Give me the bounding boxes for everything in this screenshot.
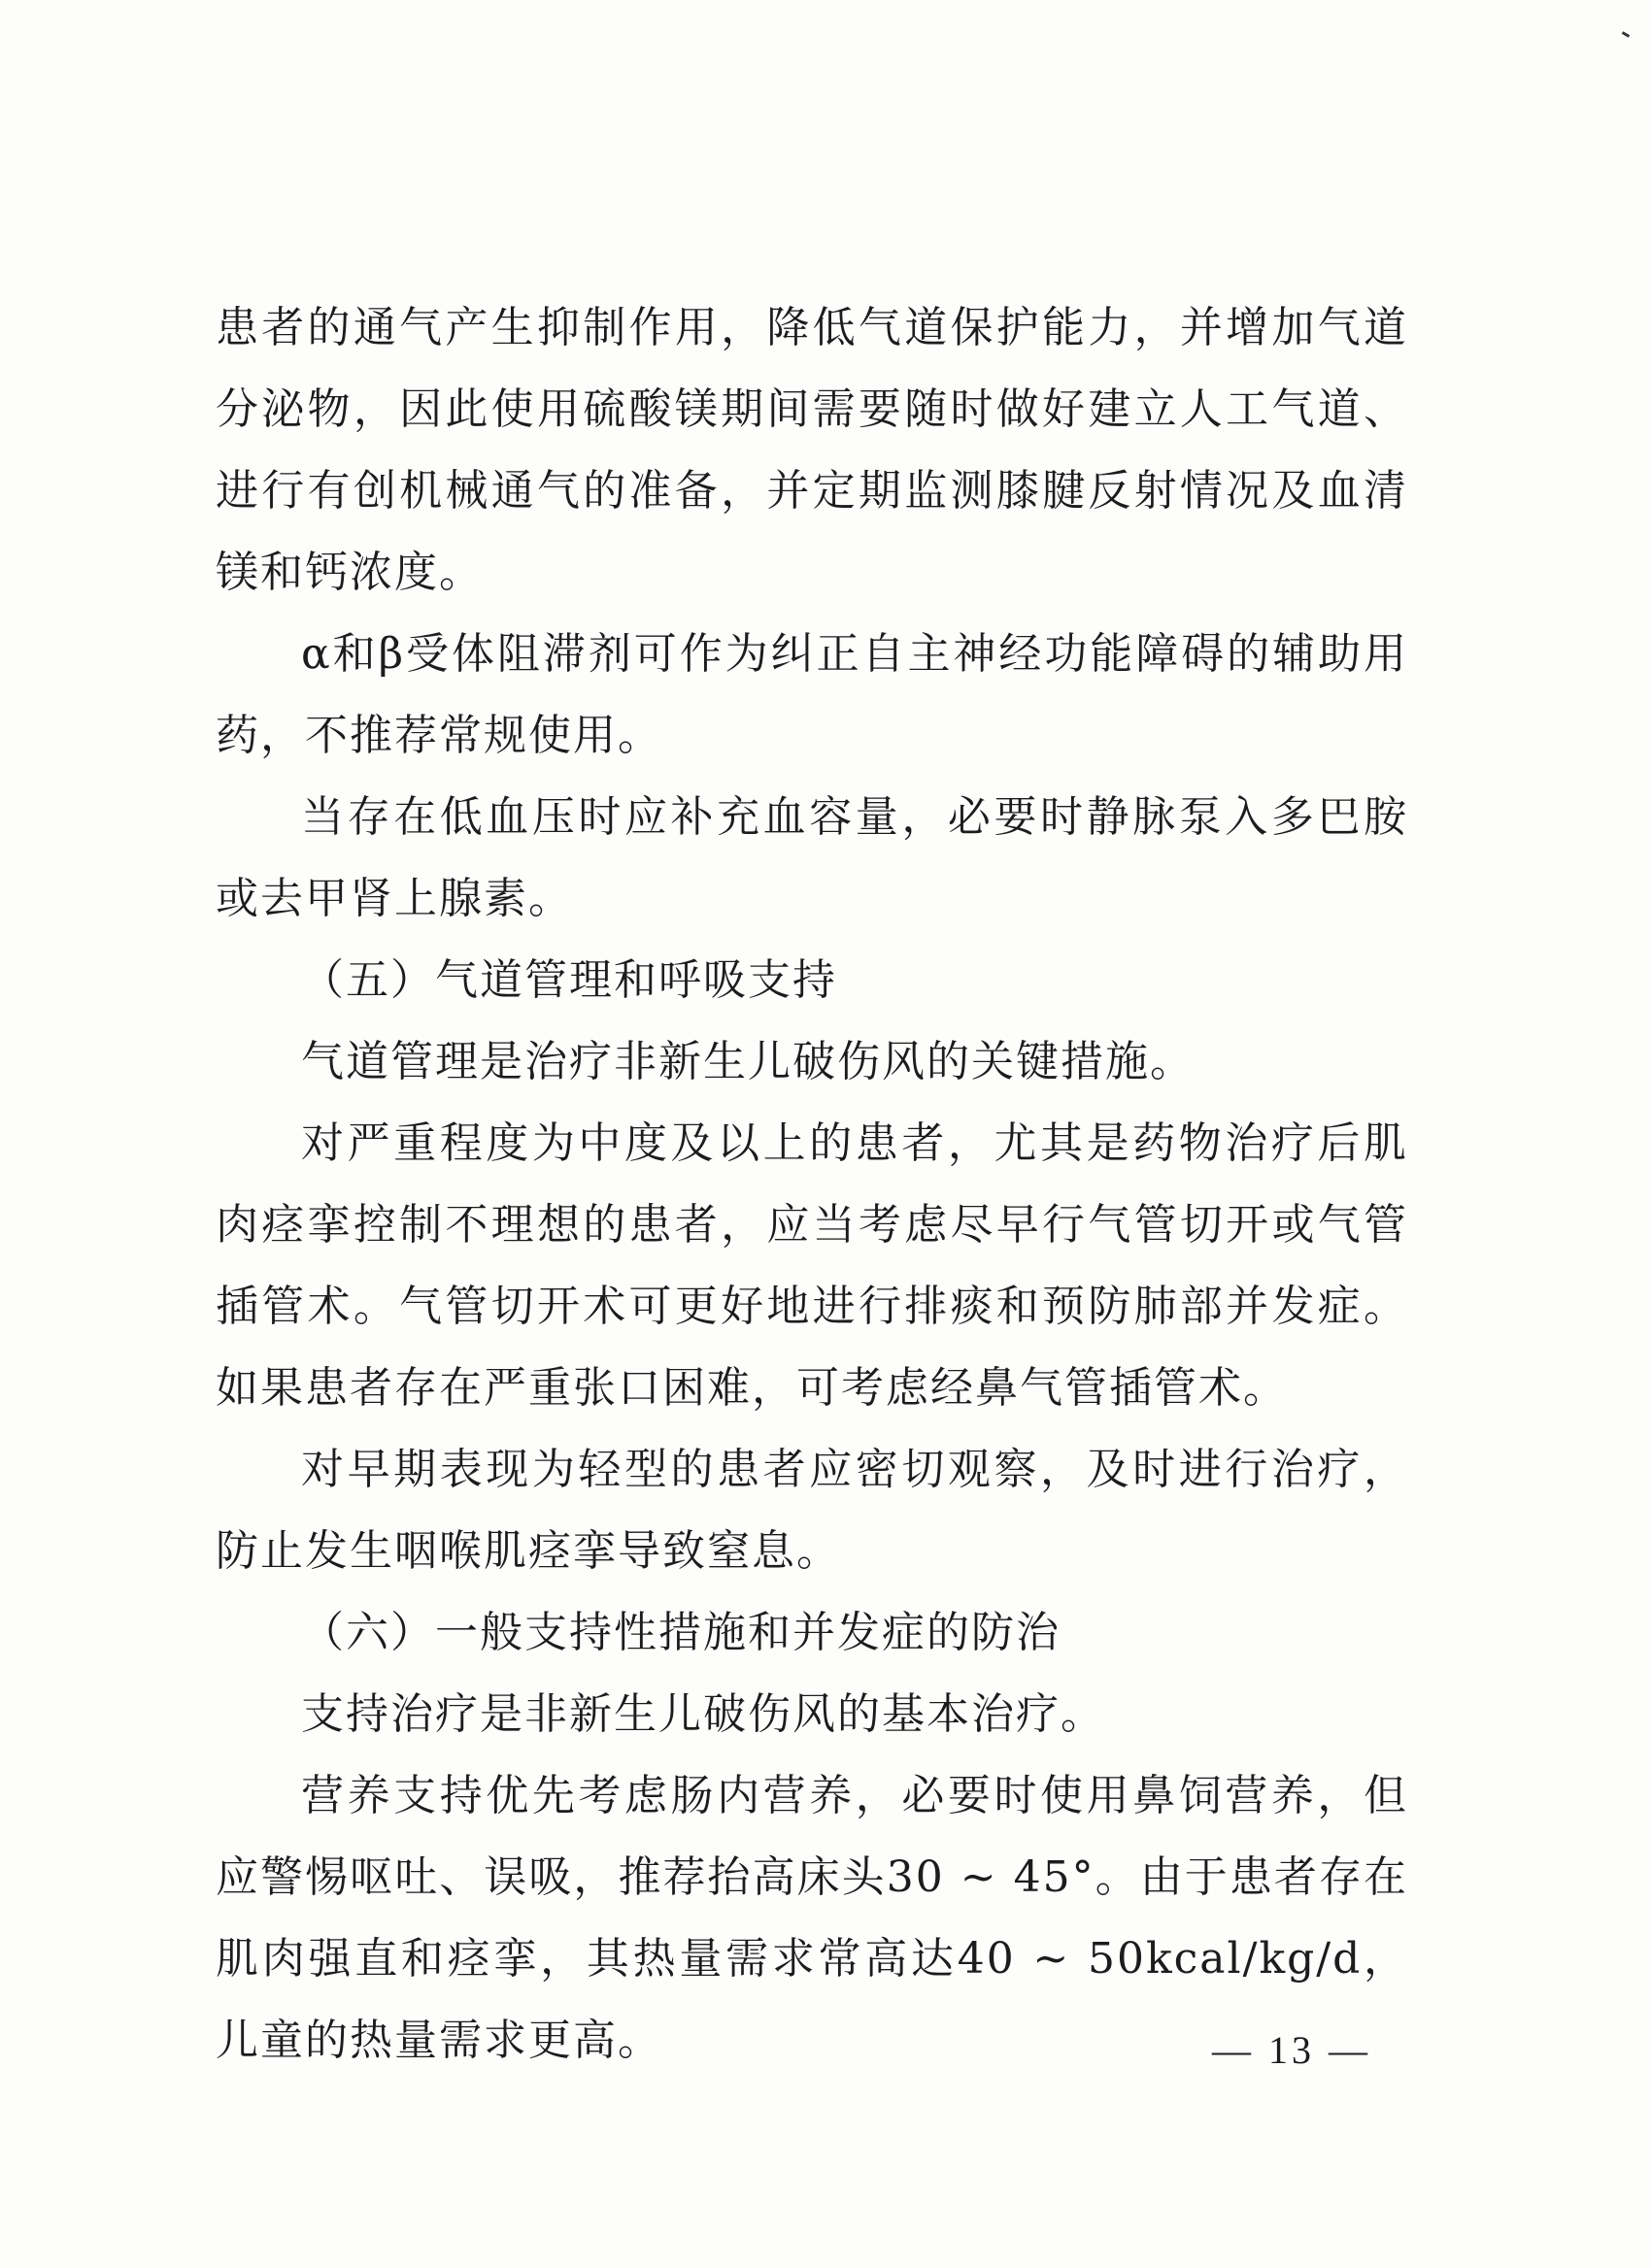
paragraph: 支持治疗是非新生儿破伤风的基本治疗。 [301,1689,1105,1739]
section-heading: （五）气道管理和呼吸支持 [301,955,837,1005]
paragraph: 气道管理是治疗非新生儿破伤风的关键措施。 [301,1037,1195,1086]
paragraph: α和β受体阻滞剂可作为纠正自主神经功能障碍的辅助用药，不推荐常规使用。 [216,629,1408,760]
scan-mark [1622,31,1630,38]
paragraph-continuation: 患者的通气产生抑制作用，降低气道保护能力，并增加气道分泌物，因此使用硫酸镁期间需要随时做好建立人工气道、进行有创机械通气的准备，并定期监测膝腱反射情况及血清镁和钙浓度。 [216,303,1408,597]
paragraph: 对严重程度为中度及以上的患者，尤其是药物治疗后肌肉痉挛控制不理想的患者，应当考虑尽早行气管切开或气管插管术。气管切开术可更好地进行排痰和预防肺部并发症。如果患者存在严重张口困难，可考虑经鼻气管插管术。 [216,1118,1408,1413]
page-number: — 13 — [1212,2028,1371,2072]
paragraph: 对早期表现为轻型的患者应密切观察，及时进行治疗，防止发生咽喉肌痉挛导致窒息。 [216,1445,1408,1576]
body-text [216,287,1408,2082]
section-heading: （六）一般支持性措施和并发症的防治 [301,1608,1061,1657]
paragraph: 营养支持优先考虑肠内营养，必要时使用鼻饲营养，但应警惕呕吐、误吸，推荐抬高床头30 ~ 45°。由于患者存在肌肉强直和痉挛，其热量需求常高达40 ~ 50kcal/kg/d，儿童的热量需求更高。 [216,1771,1408,2065]
paragraph: 当存在低血压时应补充血容量，必要时静脉泵入多巴胺或去甲肾上腺素。 [216,792,1408,923]
